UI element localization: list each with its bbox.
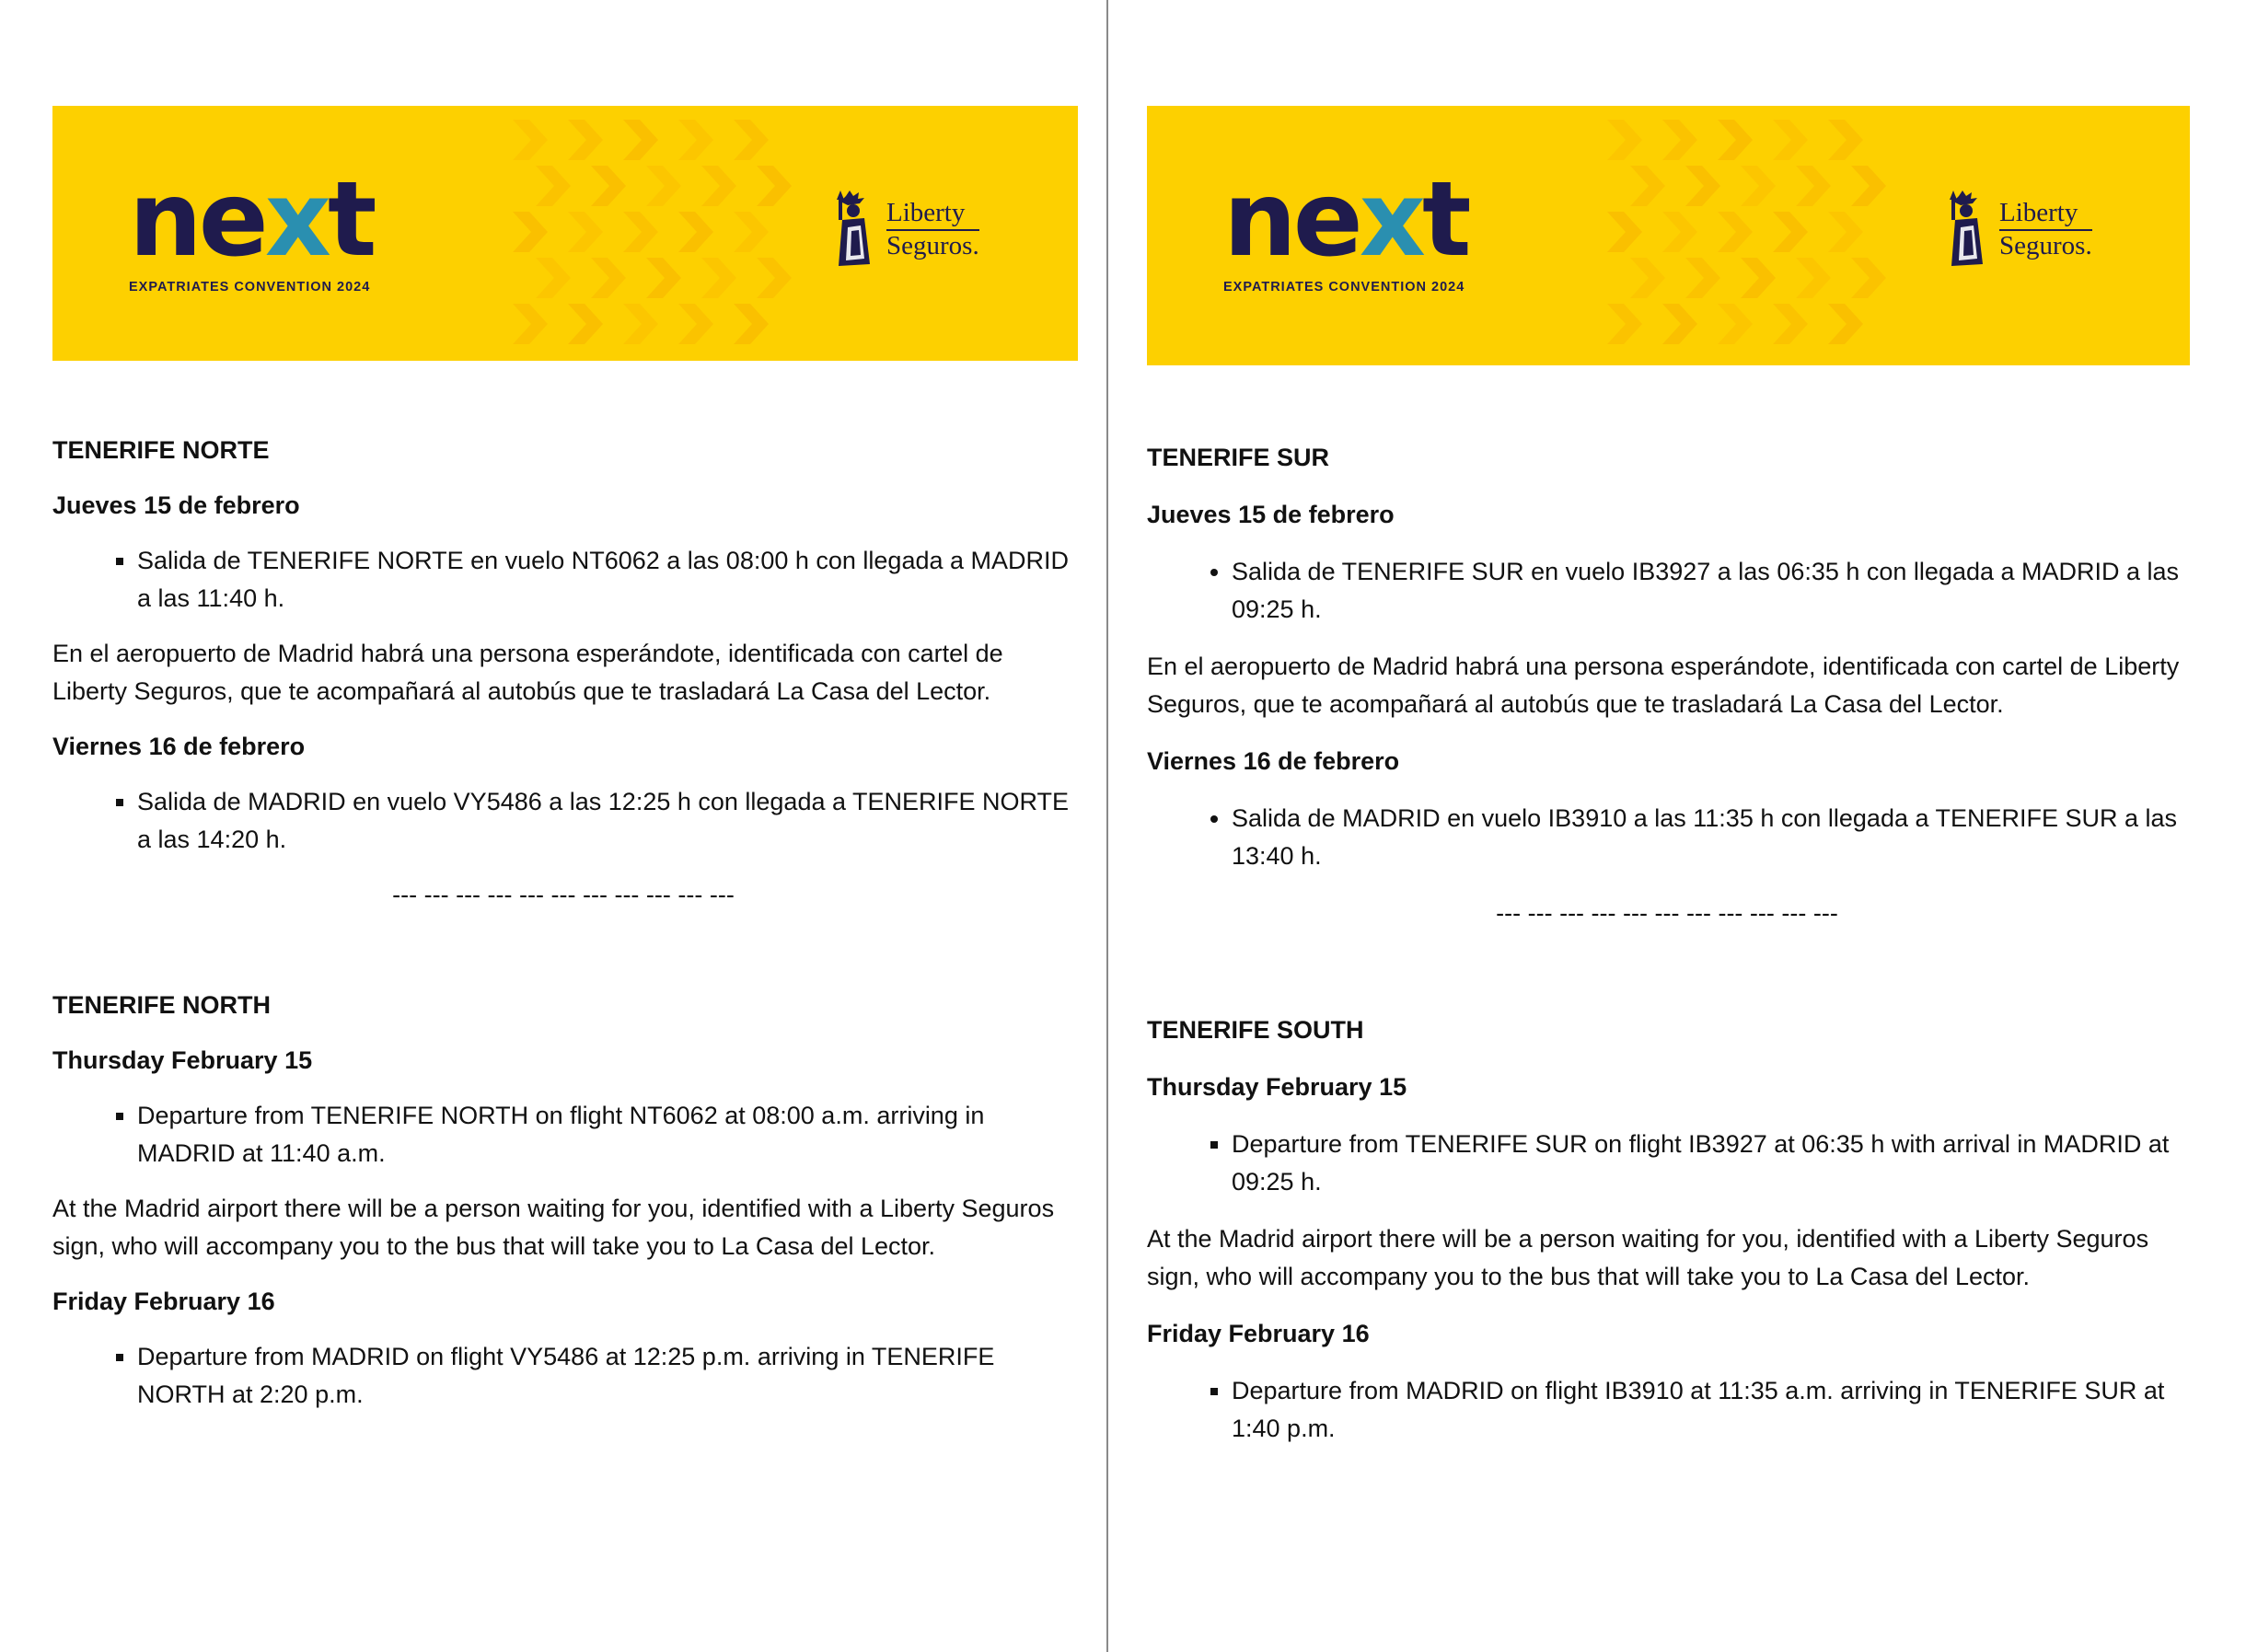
chevron-shape [678,304,713,344]
chevron-shape [1828,120,1863,160]
chevron-shape [1662,304,1697,344]
chevron-shape [1741,258,1776,298]
chevron-shape [1773,212,1808,252]
flight-item: ▪ Departure from TENERIFE SUR on flight IB3927 at 06:35 h with arrival in MADRID at 09:25 h. [1232,1126,2187,1201]
statue-of-liberty-icon [1940,191,1994,268]
chevron-shape [734,120,769,160]
logo-x-letter: x [1359,160,1422,280]
flight-item: ▪ Departure from MADRID on flight IB3910 at 11:35 a.m. arriving in TENERIFE SUR at 1:40 p.m. [1232,1372,2187,1448]
flight-item: • Salida de MADRID en vuelo IB3910 a las 11:35 h con llegada a TENERIFE SUR a las 13:40 h. [1232,800,2187,875]
flight-list [52,1097,1074,1173]
chevron-shape [623,120,658,160]
chevron-shape [1662,120,1697,160]
chevron-shape [623,304,658,344]
chevron-shape [701,258,736,298]
flight-item: ▪ Salida de TENERIFE NORTE en vuelo NT6062 a las 08:00 h con llegada a MADRID a las 11:40 h. [137,542,1074,618]
chevron-shape [1685,258,1720,298]
next-logo [129,160,374,295]
itinerary-content [52,432,1074,1431]
chevron-shape [1718,304,1753,344]
chevron-shape [591,258,626,298]
chevron-shape [536,258,571,298]
separator: --- --- --- --- --- --- --- --- --- --- --- [392,881,735,908]
logo-subtitle: EXPATRIATES CONVENTION 2024 [129,280,371,295]
flight-item: ▪ Salida de MADRID en vuelo VY5486 a las 12:25 h con llegada a TENERIFE NORTE a las 14:20 h. [137,783,1074,859]
chevron-shape [757,258,792,298]
day-heading: Friday February 16 [52,1288,275,1315]
chevron-shape [646,166,681,206]
day-heading: Viernes 16 de febrero [52,733,306,760]
airport-note: En el aeropuerto de Madrid habrá una persona esperándote, identificada con cartel de Liberty Seguros, que te acompañará al autobús que te trasladará La Casa del Lector. [52,640,1003,705]
airport-note: At the Madrid airport there will be a person waiting for you, identified with a Liberty Seguros sign, who will accompany you to the bus that will take you to La Casa del Lector. [1147,1225,2149,1290]
next-logo [1223,160,1468,295]
chevron-shape [623,212,658,252]
chevron-shape [1773,304,1808,344]
chevron-shape [1607,212,1642,252]
chevron-shape [591,166,626,206]
event-banner [52,106,1078,361]
chevron-shape [1796,258,1831,298]
flight-item: ▪ Departure from TENERIFE NORTH on flight NT6062 at 08:00 a.m. arriving in MADRID at 11:40 a.m. [137,1097,1074,1173]
chevron-shape [1851,166,1886,206]
chevron-shape [513,304,548,344]
chevron-shape [701,166,736,206]
logo-subtitle: EXPATRIATES CONVENTION 2024 [1223,280,1465,295]
day-heading: Viernes 16 de febrero [1147,747,1400,775]
chevron-shape [1828,212,1863,252]
chevron-shape [1630,166,1665,206]
flight-item: ▪ Departure from MADRID on flight VY5486 at 12:25 p.m. arriving in TENERIFE NORTH at 2:20 p.m. [137,1338,1074,1414]
chevron-shape [678,120,713,160]
itinerary-content [1147,439,2187,1467]
airport-note: At the Madrid airport there will be a person waiting for you, identified with a Liberty Seguros sign, who will accompany you to the bus that will take you to La Casa del Lector. [52,1195,1055,1260]
day-heading: Thursday February 15 [1147,1073,1407,1101]
chevron-shape [1796,166,1831,206]
chevron-shape [678,212,713,252]
document-page-right [1108,0,2246,1652]
logo-x-letter: x [264,160,328,280]
chevron-shape [568,120,603,160]
flight-list [52,783,1074,859]
flight-list [1147,1372,2187,1448]
flight-list [1147,1126,2187,1201]
flight-list [1147,553,2187,629]
chevron-shape [1773,120,1808,160]
section-heading: TENERIFE NORTH [52,991,272,1019]
chevron-shape [568,304,603,344]
chevron-shape [1607,304,1642,344]
day-heading: Thursday February 15 [52,1046,313,1074]
chevron-shape [1630,258,1665,298]
liberty-seguros-logo [1940,191,2092,268]
chevron-shape [1741,166,1776,206]
chevron-shape [1607,120,1642,160]
chevron-shape [757,166,792,206]
airport-note: En el aeropuerto de Madrid habrá una persona esperándote, identificada con cartel de Liberty Seguros, que te acompañará al autobús que te trasladará La Casa del Lector. [1147,653,2180,718]
event-banner [1147,106,2190,365]
section-heading: TENERIFE SUR [1147,444,1330,471]
chevron-shape [568,212,603,252]
liberty-seguros-logo [828,191,979,268]
flight-list [52,1338,1074,1414]
flight-list [1147,800,2187,875]
flight-item: • Salida de TENERIFE SUR en vuelo IB3927 a las 06:35 h con llegada a MADRID a las 09:25 h. [1232,553,2187,629]
flight-list [52,542,1074,618]
day-heading: Jueves 15 de febrero [1147,501,1395,528]
section-heading: TENERIFE SOUTH [1147,1016,1364,1044]
brand-name: Liberty Seguros. [1999,197,2092,260]
day-heading: Jueves 15 de febrero [52,491,300,519]
chevron-shape [1718,212,1753,252]
chevron-shape [1828,304,1863,344]
statue-of-liberty-icon [828,191,881,268]
chevron-shape [1718,120,1753,160]
chevron-shape [734,304,769,344]
separator: --- --- --- --- --- --- --- --- --- --- --- [1496,899,1838,927]
brand-name: Liberty Seguros. [886,197,979,260]
logo-text: next [129,160,374,280]
document-page-left [0,0,1106,1652]
chevron-shape [513,212,548,252]
section-heading: TENERIFE NORTE [52,436,270,464]
day-heading: Friday February 16 [1147,1320,1370,1347]
logo-text: next [1223,160,1468,280]
chevron-shape [646,258,681,298]
chevron-shape [1662,212,1697,252]
chevron-shape [513,120,548,160]
chevron-shape [1851,258,1886,298]
chevron-shape [734,212,769,252]
chevron-shape [1685,166,1720,206]
chevron-shape [536,166,571,206]
